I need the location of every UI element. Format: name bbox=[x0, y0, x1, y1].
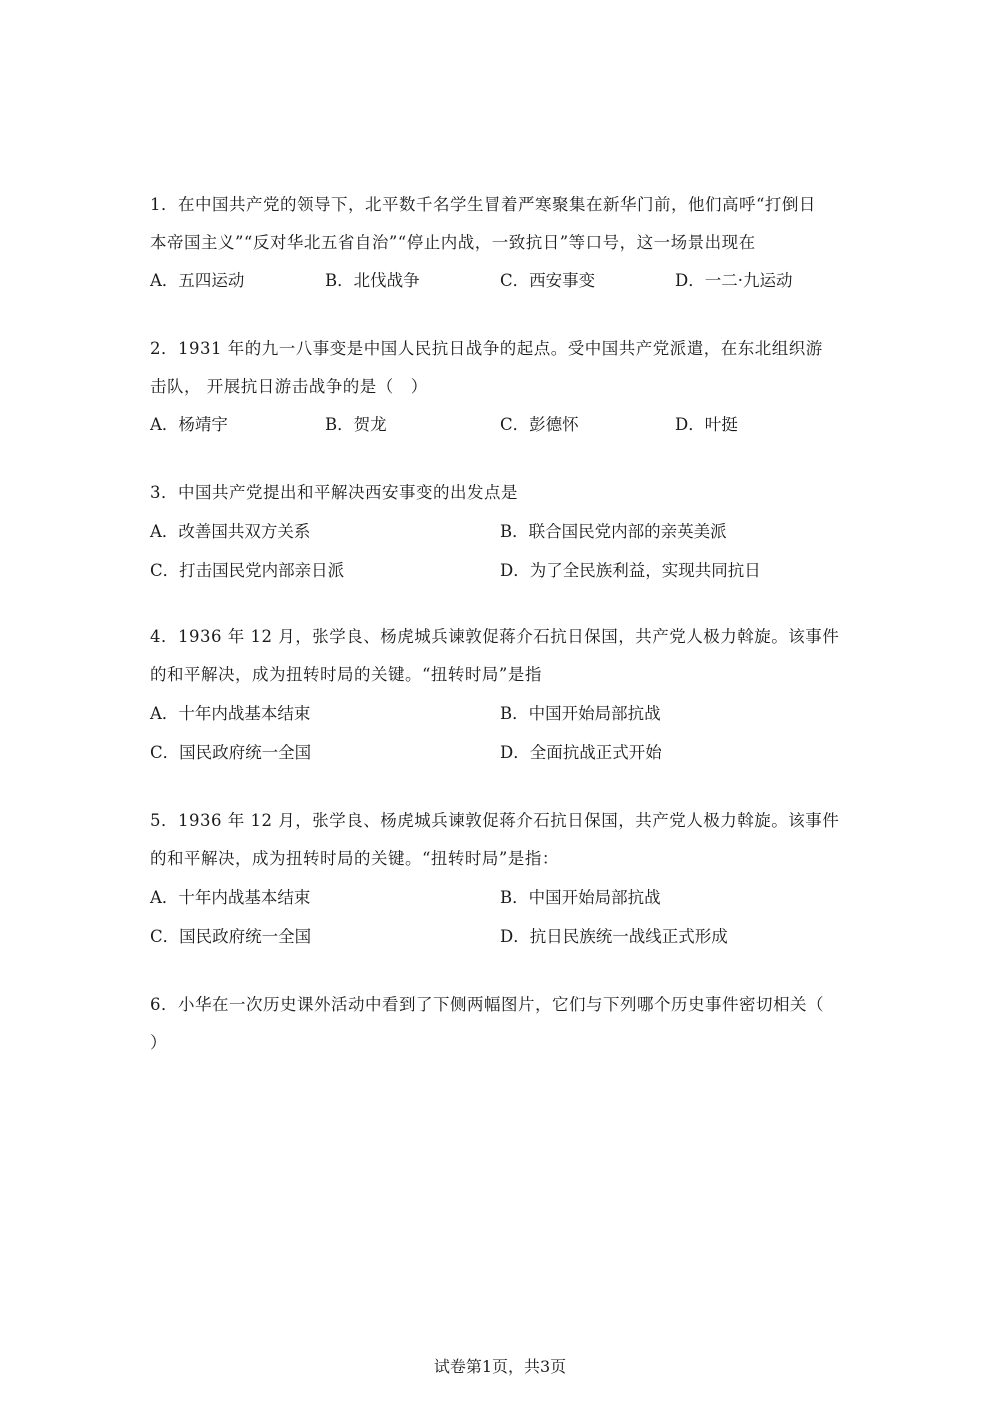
question-5-options bbox=[150, 878, 850, 956]
question-5-stem bbox=[150, 802, 850, 878]
question-2-stem bbox=[150, 330, 850, 406]
stem-line: 1．在中国共产党的领导下，北平数千名学生冒着严寒聚集在新华门前，他们高呼“打倒日 bbox=[150, 195, 816, 214]
question-3-stem bbox=[150, 474, 850, 512]
stem-line: ） bbox=[150, 1033, 167, 1052]
option-d: D．一二·九运动 bbox=[675, 271, 793, 290]
stem-line: 6．小华在一次历史课外活动中看到了下侧两幅图片，它们与下列哪个历史事件密切相关（ bbox=[150, 995, 824, 1014]
stem-line: 的和平解决，成为扭转时局的关键。“扭转时局”是指： bbox=[150, 849, 559, 868]
option-b: B．北伐战争 bbox=[325, 271, 420, 290]
question-4-options bbox=[150, 694, 850, 772]
question-4-stem bbox=[150, 618, 850, 694]
stem-line: 击队， 开展抗日游击战争的是（ ） bbox=[150, 377, 428, 396]
option-b: B．联合国民党内部的亲英美派 bbox=[500, 522, 727, 541]
option-c: C．打击国民党内部亲日派 bbox=[150, 561, 345, 580]
question-5 bbox=[150, 802, 850, 956]
option-d: D．为了全民族利益，实现共同抗日 bbox=[500, 561, 761, 580]
stem-line: 4．1936 年 12 月，张学良、杨虎城兵谏敦促蒋介石抗日保国，共产党人极力斡旋。该事件 bbox=[150, 627, 840, 646]
question-3-options bbox=[150, 512, 850, 590]
option-b: B．中国开始局部抗战 bbox=[500, 704, 661, 723]
stem-line: 3．中国共产党提出和平解决西安事变的出发点是 bbox=[150, 483, 518, 502]
question-1-options bbox=[150, 262, 850, 300]
option-c: C．彭德怀 bbox=[500, 415, 579, 434]
option-d: D．全面抗战正式开始 bbox=[500, 743, 662, 762]
stem-line: 的和平解决，成为扭转时局的关键。“扭转时局”是指 bbox=[150, 665, 542, 684]
question-1 bbox=[150, 186, 850, 300]
question-3 bbox=[150, 474, 850, 590]
option-c: C．国民政府统一全国 bbox=[150, 927, 312, 946]
question-1-stem bbox=[150, 186, 850, 262]
option-a: A．五四运动 bbox=[150, 271, 245, 290]
stem-line: 2．1931 年的九一八事变是中国人民抗日战争的起点。受中国共产党派遣，在东北组织游 bbox=[150, 339, 823, 358]
option-b: B．中国开始局部抗战 bbox=[500, 888, 661, 907]
page-footer: 试卷第1页，共3页 bbox=[433, 1357, 567, 1376]
question-6 bbox=[150, 986, 850, 1062]
stem-line: 5．1936 年 12 月，张学良、杨虎城兵谏敦促蒋介石抗日保国，共产党人极力斡旋。该事件 bbox=[150, 811, 840, 830]
option-a: A．十年内战基本结束 bbox=[150, 888, 311, 907]
option-d: D．叶挺 bbox=[675, 415, 738, 434]
stem-line: 本帝国主义”“反对华北五省自治”“停止内战，一致抗日”等口号，这一场景出现在 bbox=[150, 233, 756, 252]
option-d: D．抗日民族统一战线正式形成 bbox=[500, 927, 728, 946]
question-6-stem bbox=[150, 986, 850, 1062]
option-c: C．国民政府统一全国 bbox=[150, 743, 312, 762]
option-a: A．杨靖宇 bbox=[150, 415, 228, 434]
question-2 bbox=[150, 330, 850, 444]
option-a: A．改善国共双方关系 bbox=[150, 522, 311, 541]
option-b: B．贺龙 bbox=[325, 415, 387, 434]
option-a: A．十年内战基本结束 bbox=[150, 704, 311, 723]
question-4 bbox=[150, 618, 850, 772]
option-c: C．西安事变 bbox=[500, 271, 596, 290]
question-2-options bbox=[150, 406, 850, 444]
